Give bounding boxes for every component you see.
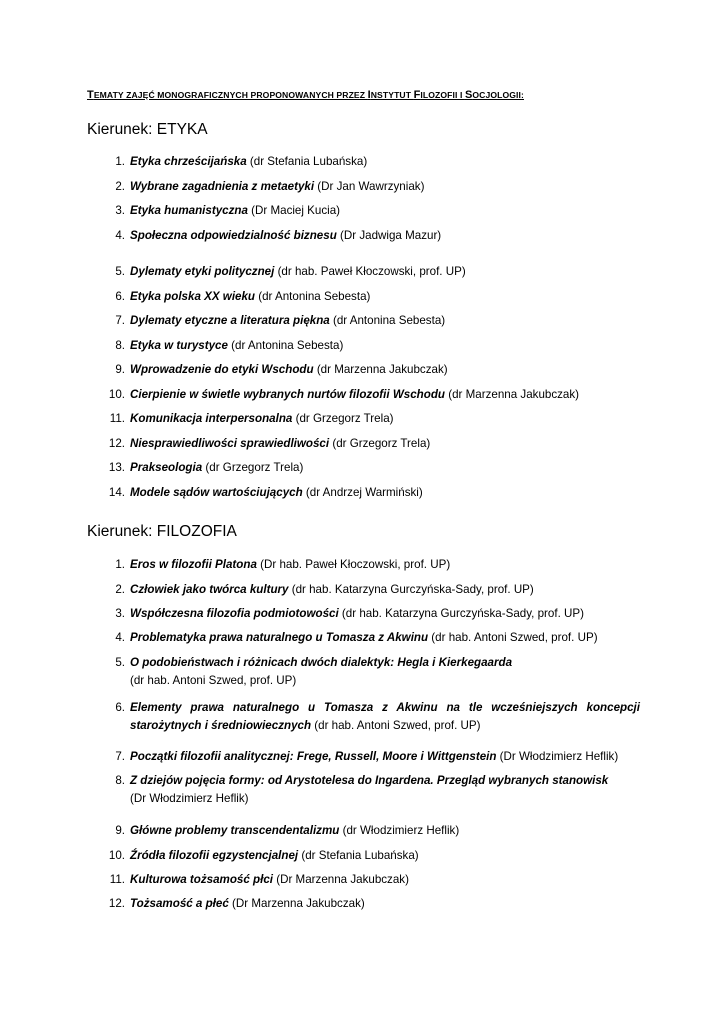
item-title: Dylematy etyki politycznej (130, 265, 275, 278)
item-title: Modele sądów wartościujących (130, 486, 303, 499)
list-item (105, 227, 640, 245)
item-author: (Dr Marzenna Jakubczak) (228, 897, 365, 910)
item-title: Wybrane zagadnienia z metaetyki (130, 180, 315, 193)
item-number: 4. (115, 229, 125, 242)
item-title: Główne problemy transcendentalizmu (130, 824, 340, 837)
item-title: Początki filozofii analitycznej: Frege, Russell, Moore i Wittgenstein (130, 750, 497, 763)
list-item (105, 629, 640, 647)
section-heading-filozofia: Kierunek: FILOZOFIA (87, 523, 237, 540)
item-author: (dr Antonina Sebesta) (227, 339, 344, 352)
list-item (105, 895, 640, 913)
item-title: Z dziejów pojęcia formy: od Arystotelesa do Ingardena. Przegląd wybranych stanowisk (130, 774, 609, 787)
item-number: 10. (108, 849, 125, 862)
list-item (105, 581, 640, 599)
item-number: 8. (115, 339, 125, 352)
item-title: Prakseologia (130, 461, 203, 474)
list-item (105, 459, 640, 477)
list-item (105, 337, 640, 355)
item-number: 6. (115, 701, 125, 714)
item-number: 5. (115, 656, 125, 669)
item-author: (dr Włodzimierz Heflik) (339, 824, 460, 837)
item-author: (dr hab. Katarzyna Gurczyńska-Sady, prof. UP) (338, 607, 584, 620)
item-author: (Dr Marzenna Jakubczak) (273, 873, 409, 886)
item-number: 11. (109, 873, 125, 886)
item-title: Współczesna filozofia podmiotowości (130, 607, 339, 620)
item-title: Wprowadzenie do etyki Wschodu (130, 363, 314, 376)
item-number: 10. (108, 388, 125, 401)
item-title: Kulturowa tożsamość płci (130, 873, 274, 886)
item-title: Elementy prawa naturalnego u Tomasza z Akwinu na tle wcześniejszych koncepcji starożytnych i średniowiecznych (130, 701, 640, 732)
item-title: Problematyka prawa naturalnego u Tomasza z Akwinu (130, 631, 429, 644)
item-title: Etyka w turystyce (130, 339, 228, 352)
item-title: Cierpienie w świetle wybranych nurtów filozofii Wschodu (130, 388, 446, 401)
item-author: (Dr Jan Wawrzyniak) (314, 180, 425, 193)
item-title: Komunikacja interpersonalna (130, 412, 293, 425)
title-part: NSTYTUT (370, 90, 414, 100)
list-item (105, 361, 640, 379)
item-author: (dr Andrzej Warmiński) (302, 486, 423, 499)
item-title: Tożsamość a płeć (130, 897, 229, 910)
item-number: 4. (115, 631, 125, 644)
list-item (105, 312, 640, 330)
item-number: 7. (115, 750, 125, 763)
item-title: Dylematy etyczne a literatura piękna (130, 314, 330, 327)
item-author: (dr hab. Katarzyna Gurczyńska-Sady, prof. UP) (288, 583, 534, 596)
item-number: 13. (108, 461, 125, 474)
list-item (105, 153, 640, 171)
title-part: S (464, 89, 473, 101)
item-author: (dr Marzenna Jakubczak) (313, 363, 448, 376)
title-part: OCJOLOGII: (472, 90, 524, 100)
list-item (105, 410, 640, 428)
item-title: Źródła filozofii egzystencjalnej (130, 849, 299, 862)
item-author: (dr Antonina Sebesta) (255, 290, 371, 303)
list-item (105, 699, 640, 734)
list-item (105, 748, 640, 766)
item-author: (dr Grzegorz Trela) (292, 412, 394, 425)
item-number: 5. (115, 265, 125, 278)
list-item (105, 263, 640, 281)
item-author: (dr Stefania Lubańska) (298, 849, 419, 862)
list-item (105, 288, 640, 306)
item-title: Etyka humanistyczna (130, 204, 248, 217)
list-item (105, 847, 640, 865)
section-heading-etyka: Kierunek: ETYKA (87, 121, 208, 138)
item-number: 11. (109, 412, 125, 425)
item-number: 1. (115, 155, 125, 168)
item-number: 6. (115, 290, 125, 303)
title-part: I (367, 89, 371, 101)
item-title: Etyka chrześcijańska (130, 155, 247, 168)
list-item (105, 605, 640, 623)
list-item (105, 484, 640, 502)
item-title: Społeczna odpowiedzialność biznesu (130, 229, 337, 242)
item-author: (Dr Włodzimierz Heflik) (130, 791, 249, 805)
item-number: 2. (115, 583, 125, 596)
item-number: 9. (115, 363, 125, 376)
list-item (105, 654, 640, 689)
item-author: (Dr hab. Paweł Kłoczowski, prof. UP) (256, 558, 451, 571)
item-number: 1. (115, 558, 125, 571)
title-part: EMATY ZAJĘĆ MONOGRAFICZNYCH PROPONOWANYCH PRZEZ (93, 90, 368, 100)
item-number: 3. (115, 204, 125, 217)
item-title: Eros w filozofii Platona (130, 558, 257, 571)
item-title: O podobieństwach i różnicach dwóch dialektyk: Hegla i Kierkegaarda (130, 656, 513, 669)
title-part: ILOZOFII I (420, 90, 465, 100)
item-author: (Dr Maciej Kucia) (247, 204, 341, 217)
item-title: Etyka polska XX wieku (130, 290, 256, 303)
item-number: 14. (108, 486, 125, 499)
document-title (87, 89, 524, 101)
list-item (105, 772, 640, 807)
item-number: 8. (115, 774, 125, 787)
item-number: 2. (115, 180, 125, 193)
item-number: 12. (108, 897, 125, 910)
item-author: (dr hab. Antoni Szwed, prof. UP) (428, 631, 598, 644)
item-number: 3. (115, 607, 125, 620)
item-number: 12. (108, 437, 125, 450)
list-item (105, 822, 640, 840)
item-number: 9. (115, 824, 125, 837)
list-item (105, 871, 640, 889)
item-author: (Dr Jadwiga Mazur) (336, 229, 442, 242)
list-item (105, 435, 640, 453)
item-author: (dr Stefania Lubańska) (246, 155, 368, 168)
item-title: Człowiek jako twórca kultury (130, 583, 289, 596)
title-part: T (87, 89, 94, 101)
item-author: (dr hab. Antoni Szwed, prof. UP) (311, 718, 481, 732)
item-author: (Dr Włodzimierz Heflik) (496, 750, 619, 763)
item-author: (dr Marzenna Jakubczak) (445, 388, 580, 401)
item-author: (dr Grzegorz Trela) (329, 437, 431, 450)
item-author: (dr hab. Antoni Szwed, prof. UP) (130, 673, 297, 687)
list-item (105, 178, 640, 196)
item-author: (dr Antonina Sebesta) (329, 314, 446, 327)
list-item (105, 202, 640, 220)
item-number: 7. (115, 314, 125, 327)
list-item (105, 386, 640, 404)
item-author: (dr hab. Paweł Kłoczowski, prof. UP) (274, 265, 466, 278)
item-title: Niesprawiedliwości sprawiedliwości (130, 437, 330, 450)
title-part: F (413, 89, 421, 101)
list-item (105, 556, 640, 574)
item-author: (dr Grzegorz Trela) (202, 461, 304, 474)
